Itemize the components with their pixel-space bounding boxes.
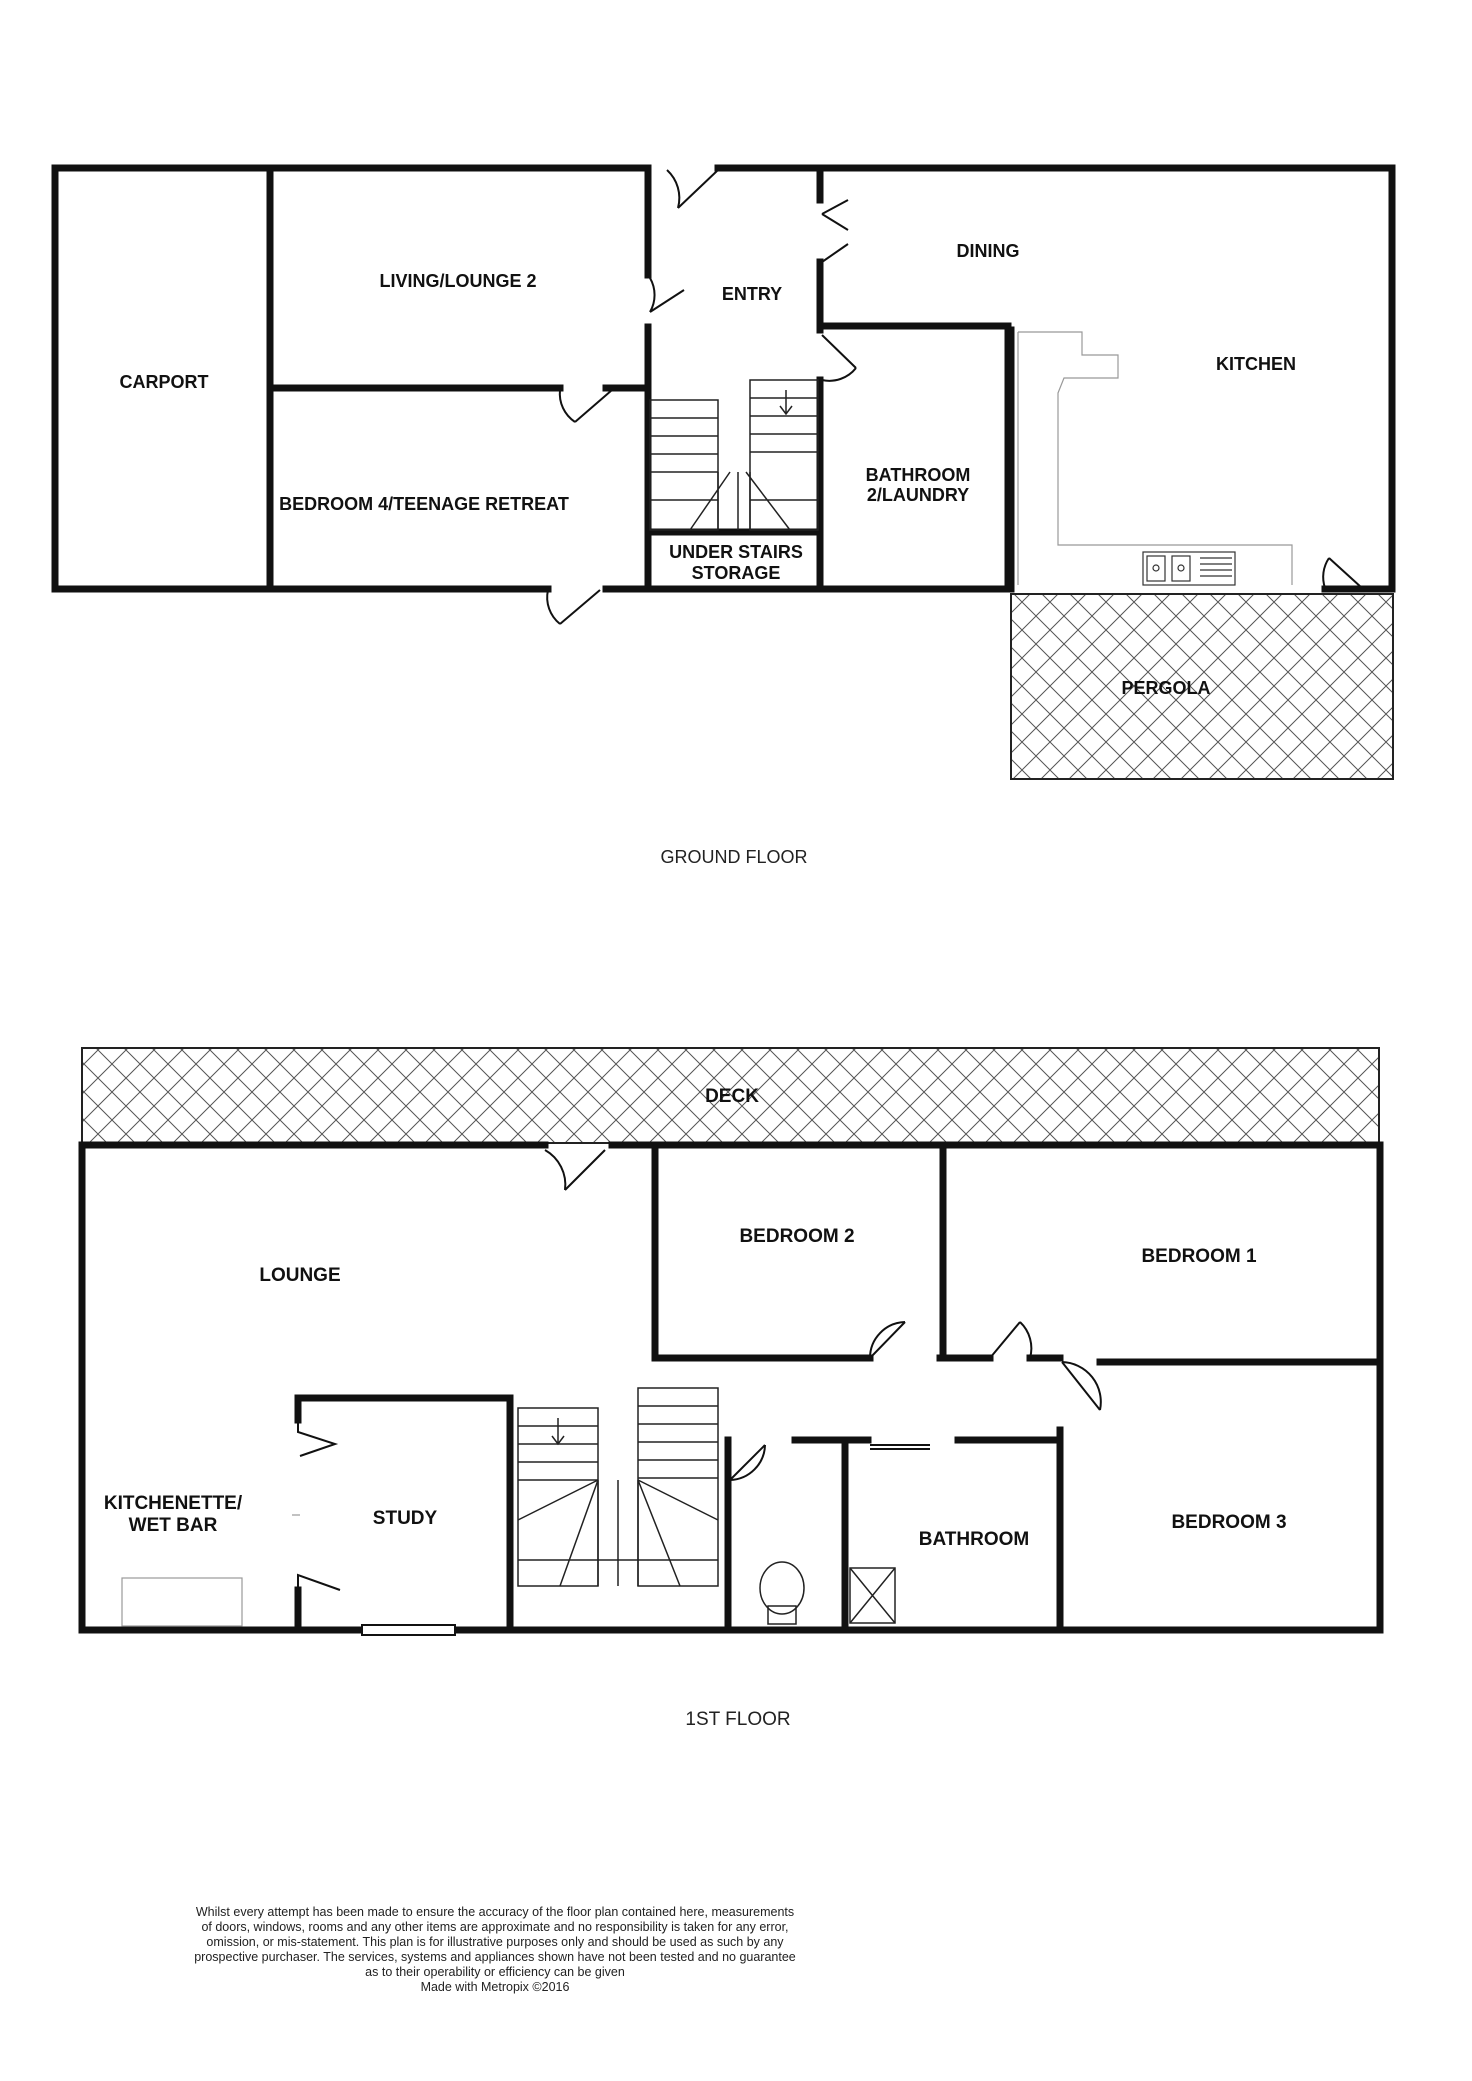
room-label-pergola: PERGOLA <box>1121 678 1211 698</box>
caption-ground-floor: GROUND FLOOR <box>660 847 808 867</box>
room-label-under-stairs-1: UNDER STAIRS <box>669 542 803 562</box>
room-label-bedroom-4: BEDROOM 4/TEENAGE RETREAT <box>279 494 569 514</box>
room-label-bathroom-2-2: 2/LAUNDRY <box>866 485 970 505</box>
room-label-bedroom-3: BEDROOM 3 <box>1171 1512 1287 1533</box>
room-label-kitchenette-2: WET BAR <box>128 1515 218 1536</box>
study-window <box>362 1625 455 1635</box>
room-label-living-lounge-2: LIVING/LOUNGE 2 <box>379 271 537 291</box>
disclaimer-line: prospective purchaser. The services, systems and appliances shown have not been tested and no guarantee <box>194 1950 796 1964</box>
disclaimer-line: as to their operability or efficiency can be given <box>365 1965 625 1979</box>
toilet-icon <box>760 1562 804 1624</box>
room-label-bathroom: BATHROOM <box>918 1529 1030 1550</box>
caption-first-floor: 1ST FLOOR <box>685 1709 791 1730</box>
room-label-deck: DECK <box>705 1086 759 1107</box>
room-label-dining: DINING <box>956 241 1020 261</box>
sink-icon <box>1143 552 1235 585</box>
disclaimer-line: Whilst every attempt has been made to ensure the accuracy of the floor plan contained here, measurements <box>195 1905 795 1919</box>
disclaimer-line: omission, or mis-statement. This plan is for illustrative purposes only and should be used as such by any <box>206 1935 784 1949</box>
kitchenette-bench <box>122 1578 242 1626</box>
ground-floor-walls <box>55 168 1392 589</box>
room-label-bedroom-1: BEDROOM 1 <box>1141 1246 1257 1267</box>
first-floor-plan <box>82 1048 1380 1730</box>
room-label-bedroom-2: BEDROOM 2 <box>739 1226 855 1247</box>
room-label-lounge: LOUNGE <box>259 1265 341 1286</box>
room-label-carport: CARPORT <box>119 372 209 392</box>
disclaimer-line: of doors, windows, rooms and any other items are approximate and no responsibility is taken for any error, <box>201 1920 789 1934</box>
disclaimer-text <box>120 1905 870 1995</box>
first-floor-walls <box>82 1145 1380 1630</box>
room-label-kitchen: KITCHEN <box>1216 354 1296 374</box>
room-label-study: STUDY <box>372 1508 438 1529</box>
room-label-under-stairs-2: STORAGE <box>691 563 781 583</box>
first-floor-stairs <box>518 1388 718 1586</box>
disclaimer-credit: Made with Metropix ©2016 <box>420 1980 570 1994</box>
room-label-kitchenette-1: KITCHENETTE/ <box>103 1493 243 1514</box>
room-label-entry: ENTRY <box>721 284 783 304</box>
room-label-bathroom-2-1: BATHROOM <box>865 465 971 485</box>
ground-floor-stairs <box>650 380 818 530</box>
ground-floor-plan <box>55 168 1393 867</box>
shower-icon <box>850 1568 895 1623</box>
